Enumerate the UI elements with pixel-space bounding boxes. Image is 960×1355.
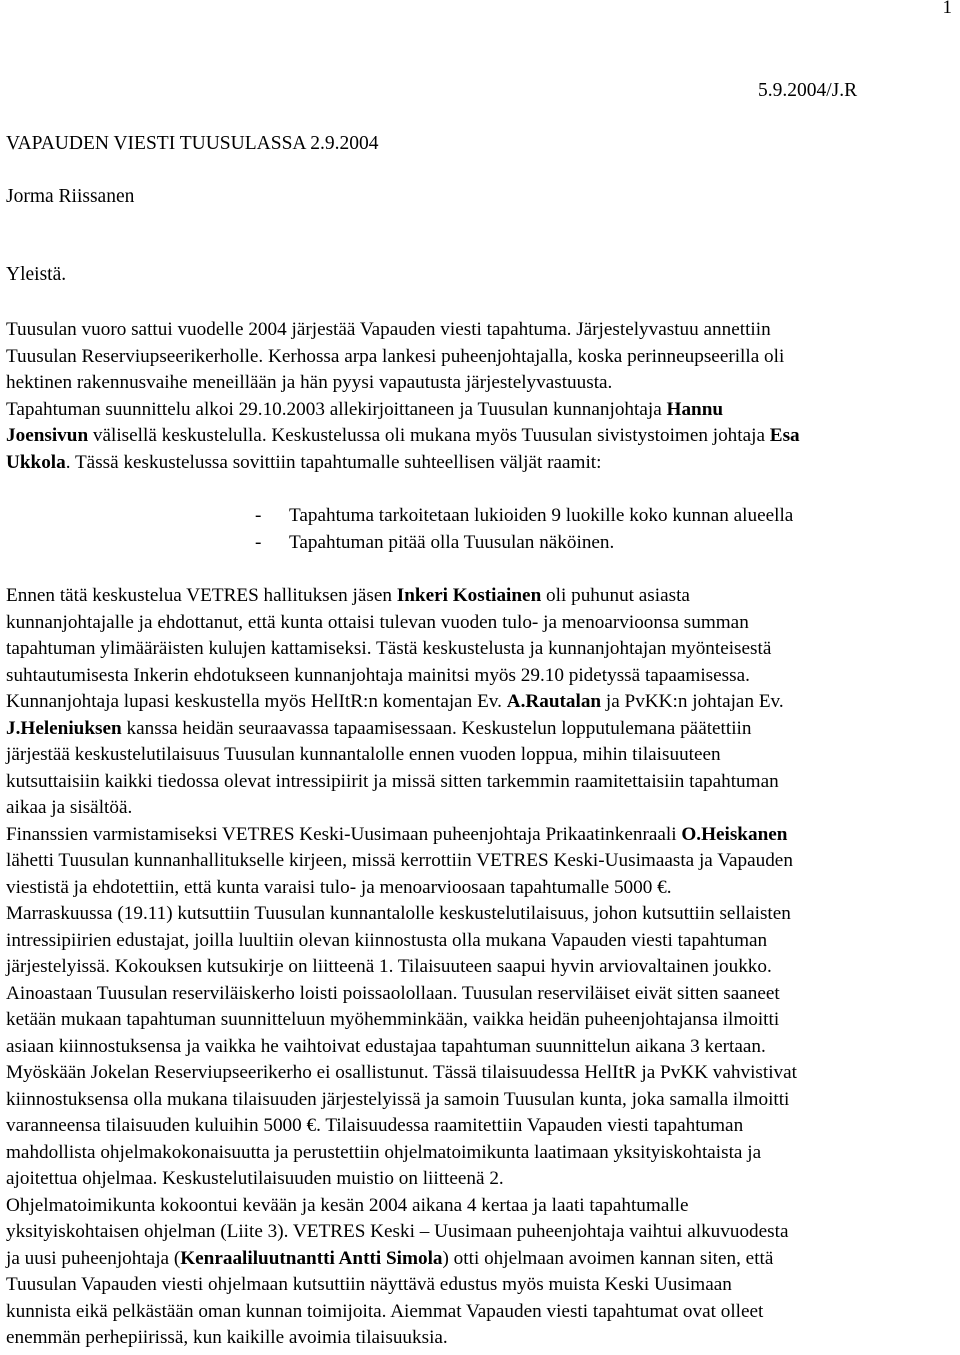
text-line — [6, 1246, 956, 1273]
text-line: Myöskään Jokelan Reserviupseerikerho ei osallistunut. Tässä tilaisuudessa HelItR ja PvKK vahvistivat — [6, 1062, 797, 1083]
author-name: Jorma Riissanen — [6, 186, 135, 207]
text-line: ketään mukaan tapahtuman suunnitteluun myöhemminkään, vaikka heidän puheenjohtajansa ilmoitti — [6, 1009, 780, 1030]
list-item — [255, 530, 793, 557]
paragraph-intro — [6, 317, 956, 476]
text-line — [6, 583, 956, 610]
text-line — [6, 716, 956, 743]
text-span: välisellä keskustelulla. Keskustelussa oli mukana myös Tuusulan sivistystoimen johtaja — [88, 425, 770, 446]
text-line: asiaan kiinnostuksensa ja vaikka he vaihtoivat edustajaa tapahtuman suunnittelun aikana 3 kertaan. — [6, 1035, 766, 1057]
text-line: kiinnostuksensa olla mukana tilaisuuden järjestelyissä ja samoin Tuusulan kunta, joka samalla ilmoitti — [6, 1088, 790, 1110]
bullet-list — [255, 503, 793, 556]
text-line: hektinen rakennusvaihe meneillään ja hän pyysi vapautusta järjestelyvastuusta. — [6, 372, 613, 393]
bold-name: J.Heleniuksen — [6, 717, 122, 739]
bold-name: Esa — [769, 425, 800, 446]
text-line: kunnista eikä pelkästään oman kunnan toimijoita. Aiemmat Vapauden viesti tapahtumat ovat olleet — [6, 1300, 764, 1322]
list-item-text: Tapahtuma tarkoitetaan lukioiden 9 luokille koko kunnan alueella — [289, 505, 794, 526]
text-line: lähetti Tuusulan kunnanhallitukselle kirjeen, missä kerrottiin VETRES Keski-Uusimaasta ja Vapauden — [6, 850, 793, 871]
text-line: kutsuttaisiin kaikki tiedossa olevat intressipiirit ja missä sitten tarkemmin raamitettaisiin tapahtuman — [6, 770, 779, 792]
bold-name: Inkeri Kostiainen — [396, 585, 542, 606]
list-dash: - — [255, 531, 262, 553]
document-date-reference: 5.9.2004/J.R — [758, 80, 858, 101]
text-line — [6, 689, 956, 716]
page-number: 1 — [942, 0, 952, 18]
text-line: suhtautumisesta Inkerin ehdotukseen kunnanjohtaja mainitsi myös 29.10 pidetyssä tapaamisessa. — [6, 664, 750, 686]
text-line: mahdollista ohjelmakokonaisuutta ja perustettiin ohjelmatoimikunta laatimaan yksityiskohtaista ja — [6, 1141, 762, 1163]
text-line — [6, 397, 956, 424]
text-span: Finanssien varmistamiseksi VETRES Keski-Uusimaan puheenjohtaja Prikaatinkenraali — [6, 823, 682, 845]
text-line — [6, 450, 956, 477]
text-line: järjestelyissä. Kokouksen kutsukirje on liitteenä 1. Tilaisuuteen saapui hyvin arviovaltainen joukko. — [6, 956, 772, 977]
text-line: kunnanjohtajalle ja ehdottanut, että kunta ottaisi tulevan vuoden tulo- ja menoarvioonsa summan — [6, 611, 749, 633]
text-line: intressipiirien edustajat, joilla luultiin olevan kiinnostusta olla mukana Vapauden viesti tapahtuman — [6, 929, 768, 951]
list-dash: - — [255, 505, 262, 526]
text-line: yksityiskohtaisen ohjelman (Liite 3). VETRES Keski – Uusimaan puheenjohtaja vaihtui alkuvuodesta — [6, 1221, 789, 1242]
text-span: Kunnanjohtaja lupasi keskustella myös HelItR:n komentajan Ev. — [6, 691, 507, 712]
section-heading: Yleistä. — [6, 264, 67, 285]
bold-name: Hannu — [666, 398, 724, 420]
text-line: järjestää keskustelutilaisuus Tuusulan kunnantalolle ennen vuoden loppua, mihin tilaisuuteen — [6, 744, 721, 765]
text-line: Tuusulan Reserviupseerikerholle. Kerhossa arpa lankesi puheenjohtajalla, koska perinneupseerilla oli — [6, 345, 785, 367]
text-span: ja PvKK:n johtajan Ev. — [601, 691, 784, 712]
text-line: tapahtuman ylimääräisten kulujen kattamiseksi. Tästä keskustelusta ja kunnanjohtajan myönteisestä — [6, 638, 772, 659]
text-span: ) otti ohjelmaan avoimen kannan siten, että — [442, 1247, 774, 1269]
paragraph-main — [6, 583, 956, 1352]
text-span: . Tässä keskustelussa sovittiin tapahtumalle suhteellisen väljät raamit: — [65, 451, 602, 473]
bold-name: Joensivun — [6, 425, 89, 446]
text-line: Ohjelmatoimikunta kokoontui kevään ja kesän 2004 aikana 4 kertaa ja laati tapahtumalle — [6, 1194, 689, 1216]
bold-name: Kenraaliluutnantti Antti Simola — [180, 1247, 443, 1269]
document-title: VAPAUDEN VIESTI TUUSULASSA 2.9.2004 — [6, 133, 379, 154]
bold-name: O.Heiskanen — [681, 823, 788, 845]
text-span: oli puhunut asiasta — [541, 585, 690, 606]
text-line: aikaa ja sisältöä. — [6, 797, 133, 818]
text-line — [6, 423, 956, 450]
text-span: Ennen tätä keskustelua VETRES hallituksen jäsen — [6, 585, 397, 606]
text-span: ja uusi puheenjohtaja ( — [6, 1247, 181, 1269]
list-item — [255, 503, 793, 530]
text-line: varanneensa tilaisuuden kuluihin 5000 €. Tilaisuudessa raamitettiin Vapauden viesti tapahtuman — [6, 1115, 744, 1136]
text-line — [6, 822, 956, 849]
bold-name: A.Rautalan — [506, 691, 602, 712]
text-line: ajoitettua ohjelmaa. Keskustelutilaisuuden muistio on liitteenä 2. — [6, 1168, 504, 1189]
text-span: kanssa heidän seuraavassa tapaamisessaan. Keskustelun lopputulemana päätettiin — [121, 717, 752, 739]
list-item-text: Tapahtuman pitää olla Tuusulan näköinen. — [289, 531, 615, 553]
text-line: viestistä ja ehdotettiin, että kunta varaisi tulo- ja menoarvioosaan tapahtumalle 5000 €. — [6, 876, 672, 898]
text-line: Marraskuussa (19.11) kutsuttiin Tuusulan kunnantalolle keskustelutilaisuus, johon kutsuttiin sellaisten — [6, 903, 791, 924]
text-line: Tuusulan Vapauden viesti ohjelmaan kutsuttiin näyttävä edustus myös muista Keski Uusimaan — [6, 1274, 732, 1295]
text-span: Tapahtuman suunnittelu alkoi 29.10.2003 allekirjoittaneen ja Tuusulan kunnanjohtaja — [6, 398, 667, 420]
text-line: Ainoastaan Tuusulan reserviläiskerho loisti poissaolollaan. Tuusulan reserviläiset eivät sitten saaneet — [6, 982, 780, 1004]
text-line: Tuusulan vuoro sattui vuodelle 2004 järjestää Vapauden viesti tapahtuma. Järjestelyvastuu annettiin — [6, 319, 771, 340]
bold-name: Ukkola — [6, 451, 66, 473]
text-line: enemmän perhepiirissä, kun kaikille avoimia tilaisuuksia. — [6, 1327, 448, 1348]
